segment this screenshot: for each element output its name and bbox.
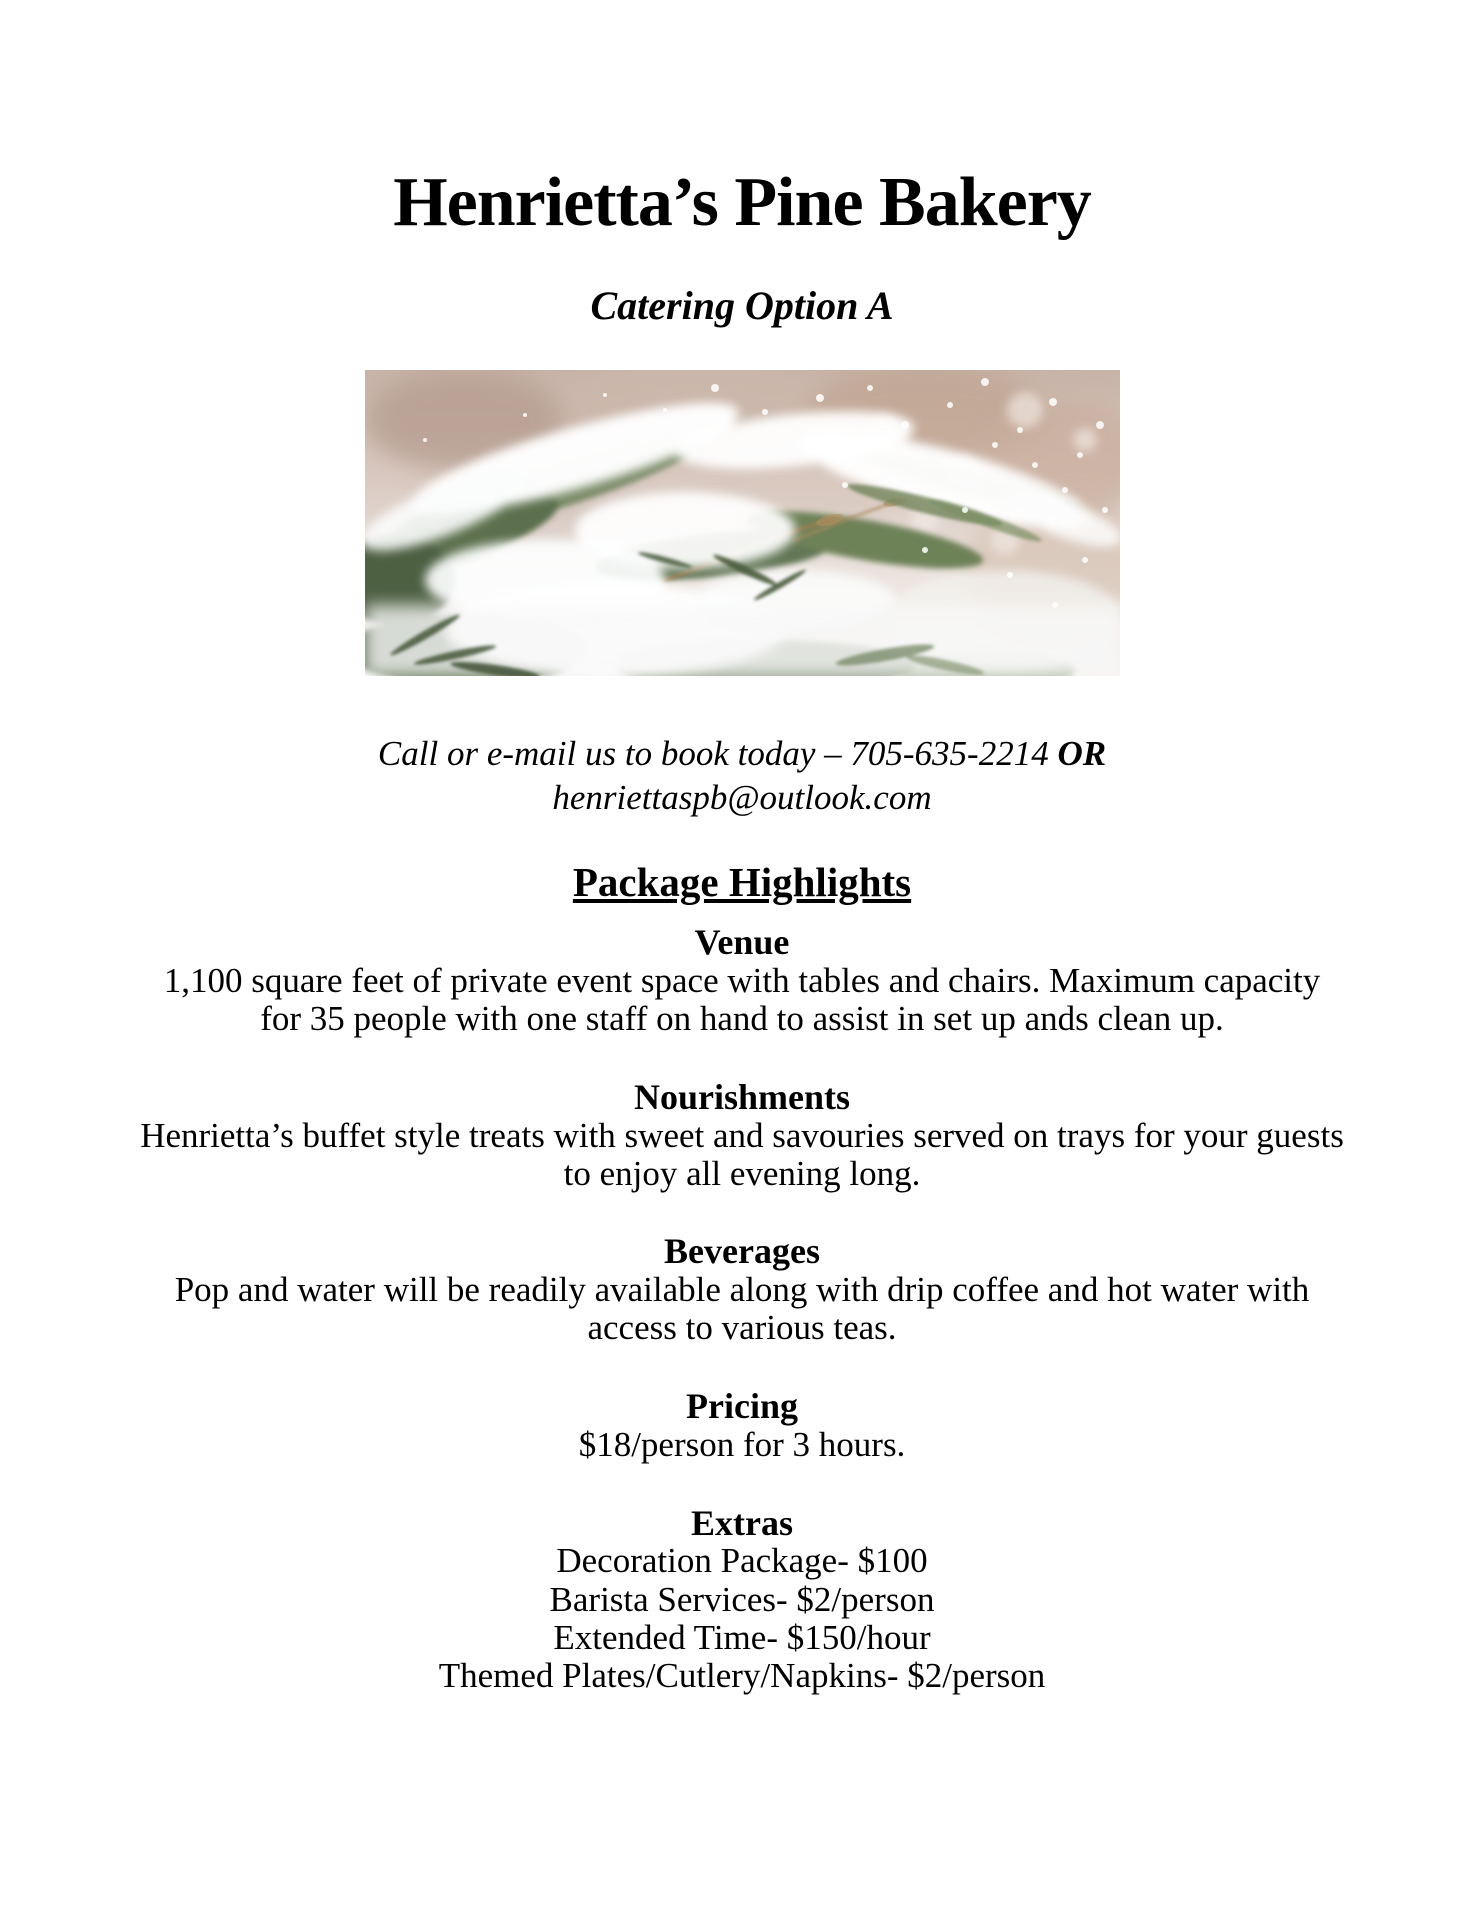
venue-body: 1,100 square feet of private event space with tables and chairs. Maximum capacity for 35 people with one staff on hand to assist in set up ands clean up. <box>163 961 1321 1039</box>
snowy-pine-photo-art <box>365 370 1120 676</box>
snowy-pine-photo <box>365 370 1120 676</box>
contact-booking-text: Call or e-mail us to book today – 705-635-2214 <box>377 733 1058 773</box>
package-highlights-header: Package Highlights <box>572 859 912 906</box>
extras-item-extended-time: Extended Time- $150/hour <box>553 1617 931 1657</box>
section-venue <box>0 923 1484 1037</box>
pricing-heading: Pricing <box>686 1385 798 1426</box>
page-title: Henrietta’s Pine Bakery <box>393 164 1091 241</box>
contact-block <box>0 732 1484 821</box>
section-extras <box>0 1504 1484 1695</box>
section-pricing <box>0 1387 1484 1464</box>
contact-email: henriettaspb@outlook.com <box>552 777 932 817</box>
pricing-body: $18/person for 3 hours. <box>578 1424 906 1464</box>
nourishments-body: Henrietta’s buffet style treats with sweet and savouries served on trays for your guests to enjoy all evening long. <box>140 1115 1344 1193</box>
beverages-body: Pop and water will be readily available along with drip coffee and hot water with access to various teas. <box>174 1270 1310 1348</box>
beverages-heading: Beverages <box>664 1231 820 1272</box>
extras-item-decoration: Decoration Package- $100 <box>556 1541 928 1581</box>
extras-heading: Extras <box>691 1502 793 1543</box>
contact-or-emphasis: OR <box>1057 733 1107 773</box>
nourishments-heading: Nourishments <box>633 1076 851 1117</box>
extras-item-themed-plates: Themed Plates/Cutlery/Napkins- $2/person <box>438 1655 1046 1695</box>
subtitle: Catering Option A <box>590 282 894 328</box>
section-beverages <box>0 1232 1484 1346</box>
extras-item-barista: Barista Services- $2/person <box>549 1579 935 1619</box>
contact-line-1 <box>0 732 1484 776</box>
package-highlights-row <box>0 860 1484 905</box>
venue-heading: Venue <box>694 922 790 963</box>
section-nourishments <box>0 1078 1484 1192</box>
